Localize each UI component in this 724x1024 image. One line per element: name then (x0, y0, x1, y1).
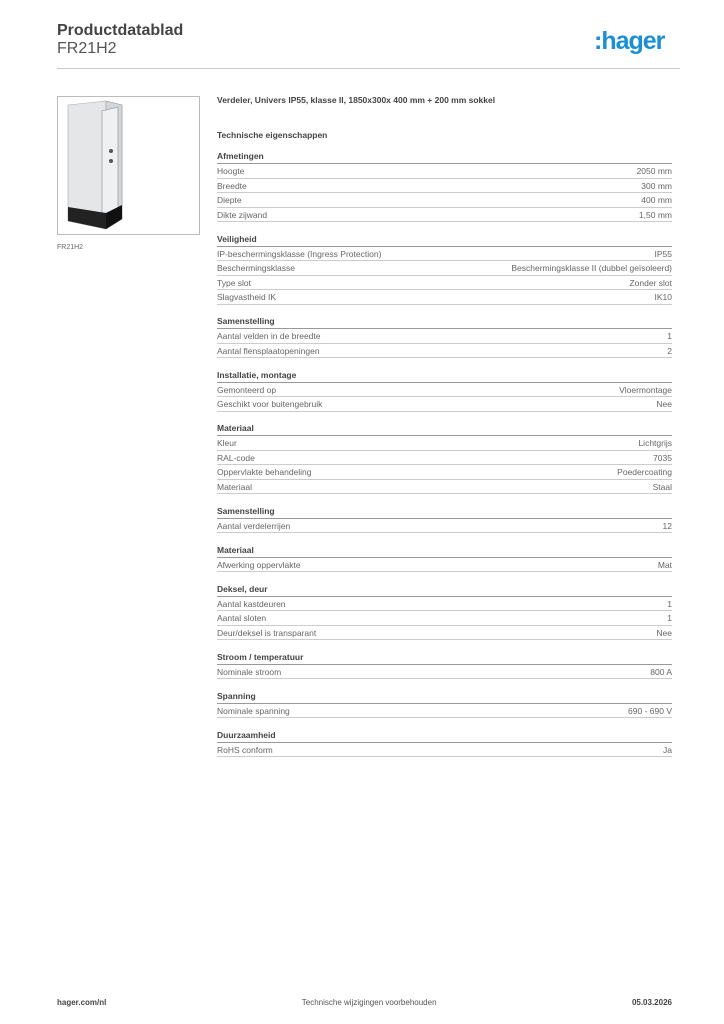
spec-section (217, 504, 672, 534)
spec-label: Aantal kastdeuren (217, 598, 286, 609)
spec-value: Vloermontage (619, 384, 672, 395)
section-heading: Stroom / temperatuur (217, 650, 672, 665)
spec-value: 7035 (653, 452, 672, 463)
spec-row (217, 480, 672, 495)
spec-value: Staal (652, 481, 672, 492)
spec-value: IP55 (654, 248, 672, 259)
spec-label: Slagvastheid IK (217, 292, 277, 302)
footer-note: Technische wijzigingen voorbehouden (301, 998, 437, 1007)
spec-value: IK10 (654, 292, 672, 302)
spec-value: Nee (656, 399, 672, 409)
spec-row (217, 451, 672, 466)
spec-sections (217, 149, 672, 757)
spec-row (217, 626, 672, 641)
section-heading: Samenstelling (217, 504, 672, 519)
spec-label: Nominale stroom (217, 666, 282, 677)
spec-label: Breedte (217, 180, 247, 191)
spec-value: 1 (667, 613, 672, 623)
spec-row (217, 383, 672, 398)
spec-row (217, 611, 672, 626)
hager-logo: :hager (594, 27, 665, 55)
spec-value: Lichtgrijs (638, 438, 672, 448)
spec-label: Aantal flensplaatopeningen (217, 345, 320, 356)
spec-section (217, 149, 672, 222)
spec-row (217, 558, 672, 573)
spec-value: 400 mm (641, 195, 672, 205)
spec-label: Materiaal (217, 481, 252, 492)
spec-row (217, 193, 672, 208)
footer (57, 998, 672, 1007)
spec-row (217, 519, 672, 534)
spec-row (217, 743, 672, 758)
spec-label: Aantal velden in de breedte (217, 331, 321, 341)
spec-value: Ja (663, 744, 672, 755)
spec-section (217, 314, 672, 358)
spec-label: Hoogte (217, 166, 245, 176)
tech-heading: Technische eigenschappen (217, 130, 328, 140)
product-image (57, 96, 200, 235)
spec-value: Nee (656, 627, 672, 638)
spec-section (217, 650, 672, 680)
section-heading: Afmetingen (217, 149, 672, 164)
spec-value: Zonder slot (629, 277, 672, 288)
spec-row (217, 344, 672, 359)
spec-row (217, 597, 672, 612)
spec-value: 2 (667, 345, 672, 356)
footer-website[interactable]: hager.com/nl (57, 998, 107, 1007)
spec-value: 1 (667, 598, 672, 609)
spec-section (217, 689, 672, 719)
spec-label: Beschermingsklasse (217, 263, 295, 273)
cabinet-illustration (58, 97, 199, 234)
section-heading: Samenstelling (217, 314, 672, 329)
spec-section (217, 368, 672, 412)
spec-row (217, 465, 672, 480)
spec-row (217, 208, 672, 223)
spec-section (217, 543, 672, 573)
spec-label: RAL-code (217, 452, 255, 463)
spec-label: Type slot (217, 277, 252, 288)
spec-section (217, 582, 672, 641)
page-title: Productdatablad (57, 22, 184, 39)
spec-value: Mat (657, 559, 672, 570)
section-heading: Installatie, montage (217, 368, 672, 383)
spec-label: Aantal sloten (217, 613, 267, 623)
spec-row (217, 290, 672, 305)
spec-label: Afwerking oppervlakte (217, 559, 301, 570)
section-heading: Materiaal (217, 543, 672, 558)
section-heading: Spanning (217, 689, 672, 704)
spec-value: 1 (667, 331, 672, 341)
spec-row (217, 329, 672, 344)
spec-row (217, 261, 672, 276)
spec-label: Aantal verdelerrijen (217, 520, 291, 531)
footer-date: 05.03.2026 (631, 998, 672, 1007)
spec-label: Diepte (217, 195, 242, 205)
spec-row (217, 164, 672, 179)
spec-label: IP-beschermingsklasse (Ingress Protection) (217, 248, 382, 259)
spec-value: Poedercoating (617, 467, 672, 477)
spec-row (217, 665, 672, 680)
section-heading: Materiaal (217, 421, 672, 436)
spec-row (217, 247, 672, 262)
spec-value: 1,50 mm (638, 209, 672, 220)
spec-label: Dikte zijwand (217, 209, 268, 220)
product-code: FR21H2 (57, 40, 117, 57)
spec-label: Nominale spanning (217, 705, 290, 716)
product-description: Verdeler, Univers IP55, klasse II, 1850x300x 400 mm + 200 mm sokkel (217, 95, 496, 105)
spec-section (217, 728, 672, 758)
spec-value: Beschermingsklasse II (dubbel geïsoleerd) (511, 263, 672, 273)
spec-label: RoHS conform (217, 744, 273, 755)
spec-row (217, 397, 672, 412)
spec-section (217, 232, 672, 305)
spec-row (217, 436, 672, 451)
spec-value: 12 (662, 520, 672, 531)
spec-label: Deur/deksel is transparant (217, 627, 317, 638)
image-caption: FR21H2 (57, 244, 84, 251)
spec-label: Gemonteerd op (217, 384, 277, 395)
spec-row (217, 276, 672, 291)
spec-row (217, 704, 672, 719)
spec-value: 800 A (650, 666, 672, 677)
spec-label: Geschikt voor buitengebruik (217, 399, 323, 409)
spec-label: Oppervlakte behandeling (217, 467, 312, 477)
section-heading: Duurzaamheid (217, 728, 672, 743)
section-heading: Veiligheid (217, 232, 672, 247)
spec-row (217, 179, 672, 194)
spec-value: 300 mm (641, 180, 672, 191)
spec-section (217, 421, 672, 494)
spec-value: 2050 mm (636, 166, 672, 176)
section-heading: Deksel, deur (217, 582, 672, 597)
spec-label: Kleur (217, 438, 237, 448)
spec-value: 690 - 690 V (628, 705, 672, 716)
header-divider (57, 68, 680, 69)
spec-content (217, 95, 672, 757)
